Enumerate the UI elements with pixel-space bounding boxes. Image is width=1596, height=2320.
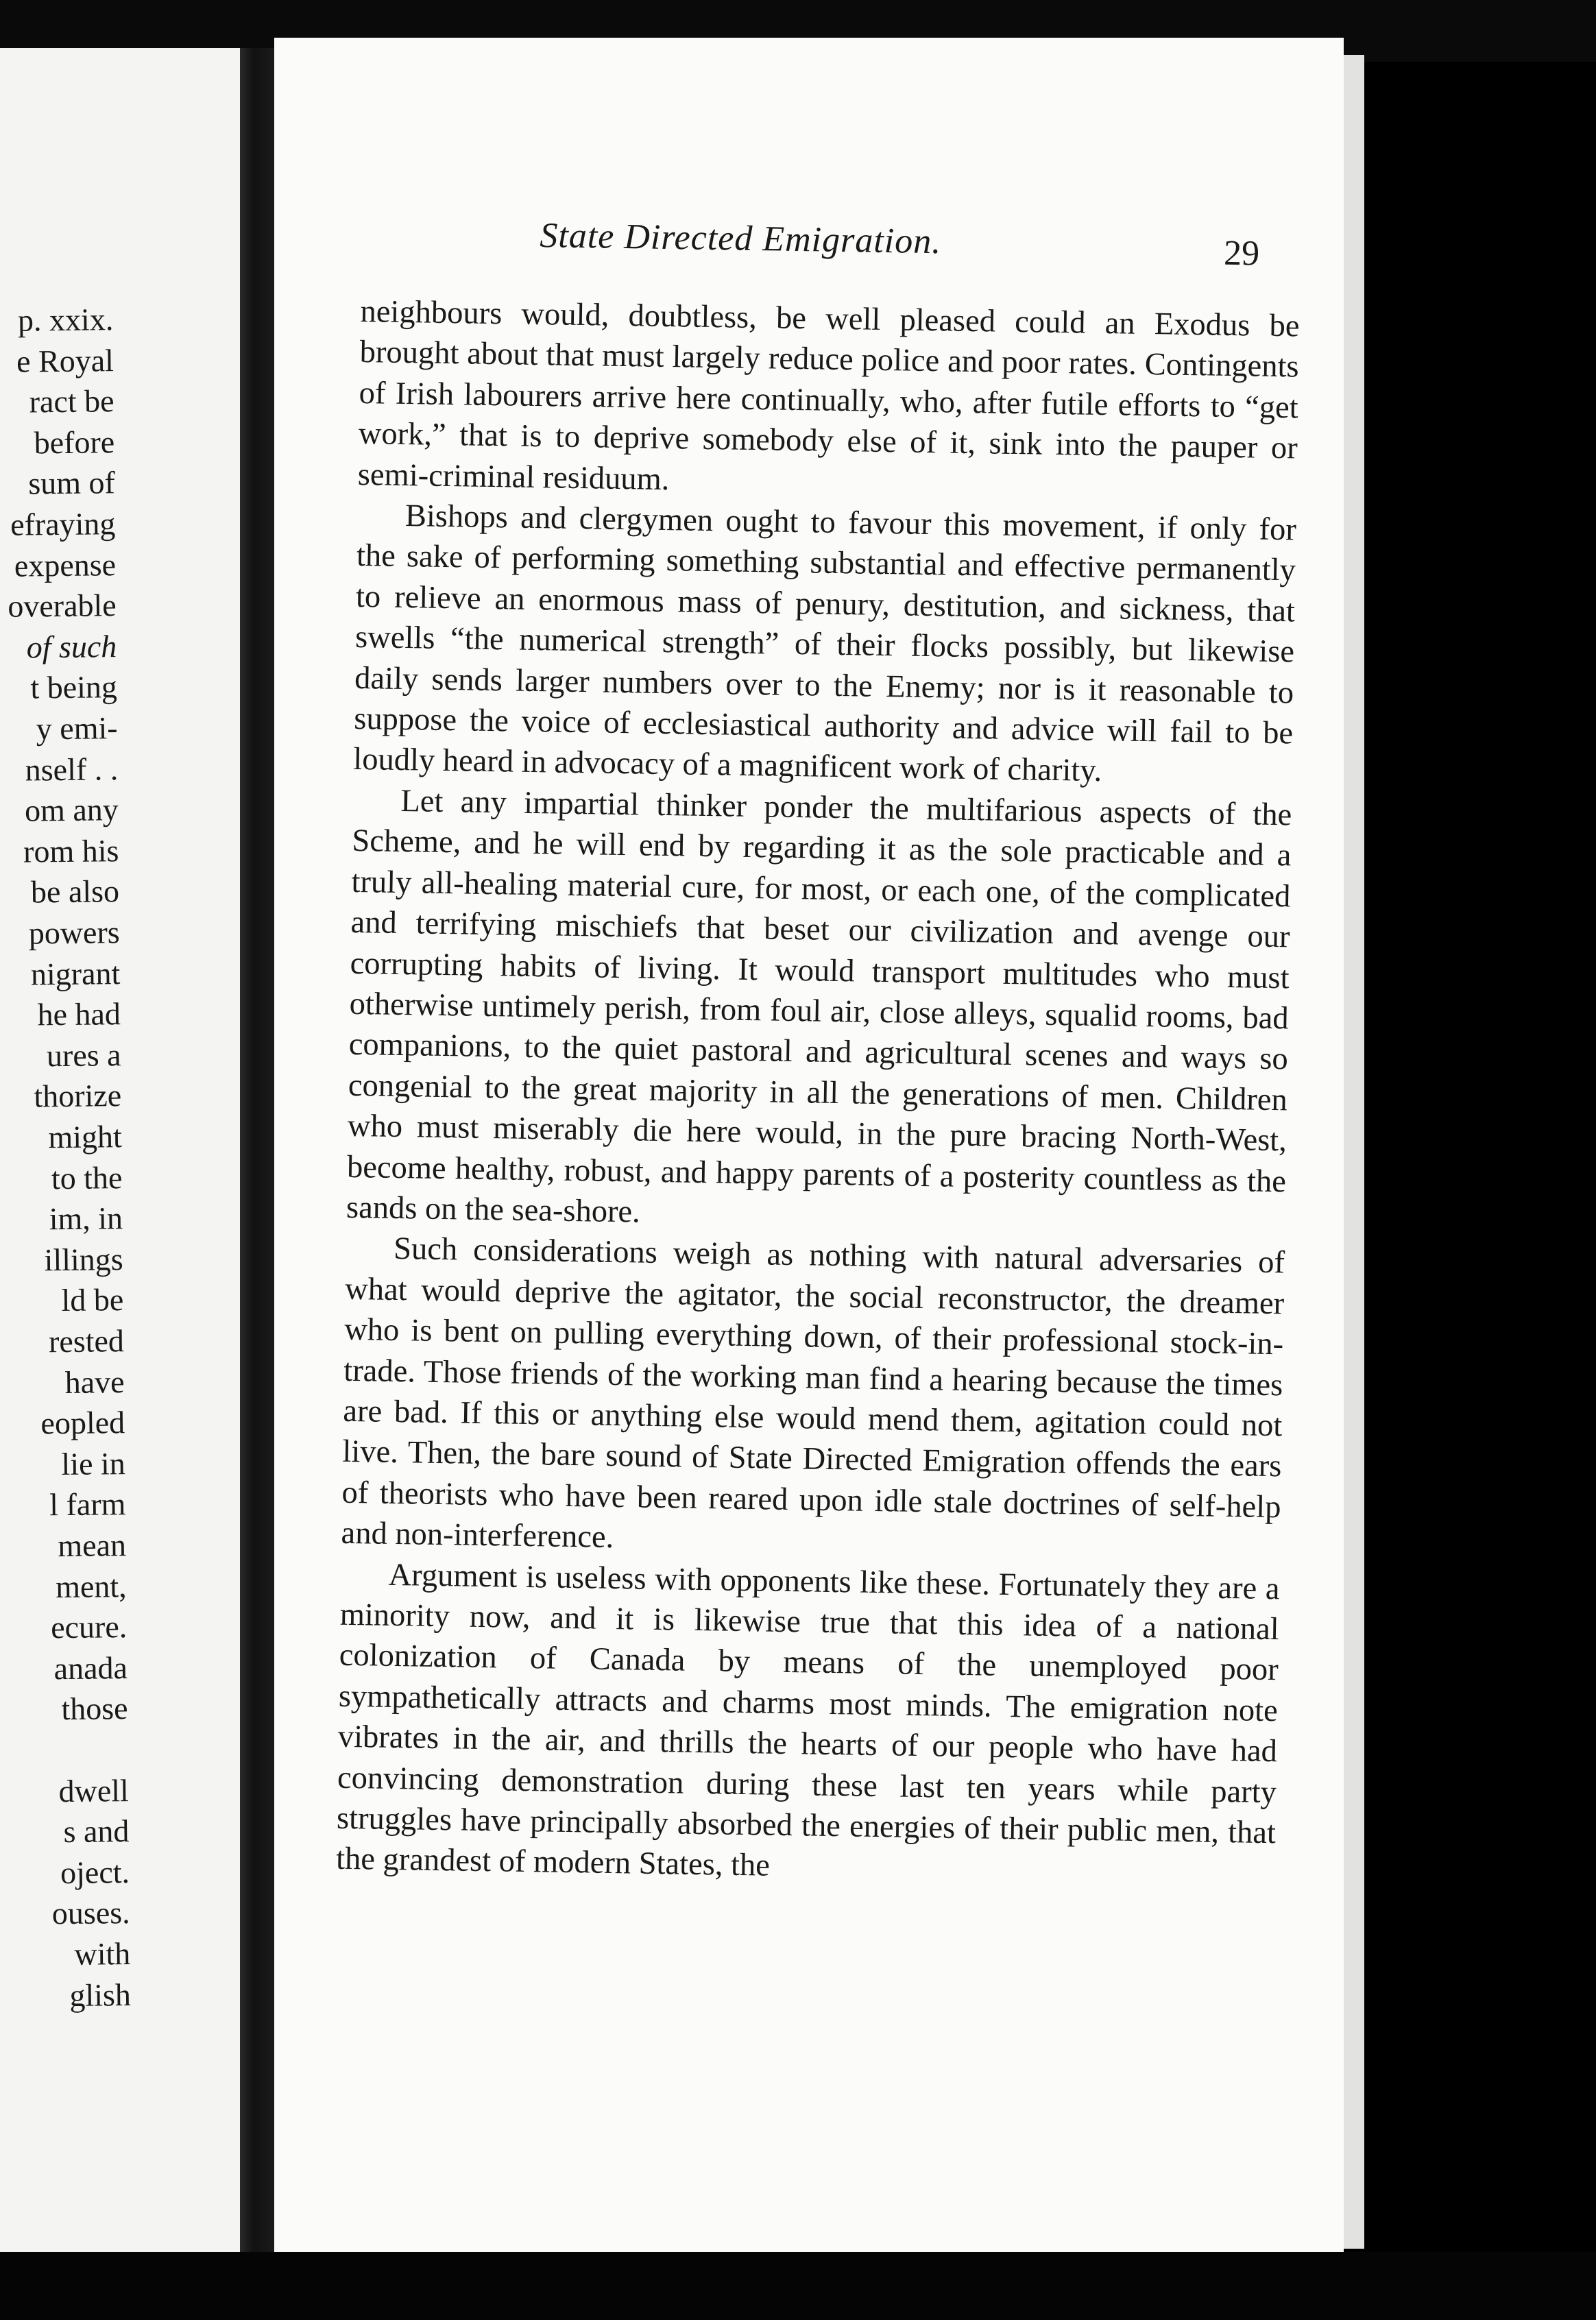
facing-page-line: thorize [34,1078,122,1114]
facing-page-line: sum of [28,465,116,501]
running-head [361,209,1301,306]
facing-page-line: om any [24,792,119,828]
facing-page [0,48,240,2252]
facing-page-line: efraying [10,506,116,542]
paragraph: Bishops and clergymen ought to favour this movement, if only for the sake of performing something substantial and effective permanently to relieve an enormous mass of penury, destitution, and sickness, that swells “the numerical strength” of their flocks possibly, but likewise daily sends larger numbers over to the Enemy; nor is it reasonable to suppose the voice of ecclesiastical authority and advice will fail to be loudly heard in advocacy of a magnificent work of charity. [352,498,1297,789]
facing-page-line: expense [14,546,117,583]
book-gutter [240,48,274,2252]
facing-page-line: ld be [61,1282,124,1318]
facing-page-line: ouses. [51,1895,130,1931]
paragraph: neighbours would, doubtless, be well pleased could an Exodus be brought about that must largely reduce police and poor rates. Contingents of Irish labourers arrive here continually, who, after futile efforts to “get work,” that is to deprive somebody else of it, sink into the pauper or semi-criminal residuum. [357,293,1300,497]
facing-page-line: before [34,424,115,461]
facing-page-line [128,1729,129,1770]
facing-page-line: rom his [23,832,119,869]
facing-page-line: with [74,1936,131,1972]
facing-page-line: nigrant [30,955,121,992]
scan-bottom-border [0,2252,1596,2320]
facing-page-line: oject. [60,1854,130,1890]
facing-page-line: powers [28,915,120,951]
facing-page-line: l farm [49,1486,126,1523]
facing-page-line: ures a [46,1037,121,1074]
facing-page-line: have [64,1364,125,1400]
facing-page-line: overable [8,588,117,624]
facing-page-line: anada [53,1650,128,1686]
facing-page-line: mean [58,1527,127,1564]
facing-page-line: glish [69,1977,132,2013]
facing-page-line: be also [30,873,120,910]
facing-page-line: e Royal [16,342,114,379]
facing-page-line: ment, [55,1568,127,1604]
facing-page-line: might [48,1119,123,1155]
facing-page-line: of such [26,628,117,665]
facing-page-line: im, in [49,1200,123,1237]
running-head-title: State Directed Emigration. [539,216,942,262]
page-text-block [336,209,1301,1894]
facing-page-line: ract be [29,383,114,420]
facing-page-line: nself . . [25,751,119,788]
facing-page-line: y emi- [36,710,118,747]
facing-page-line: p. xxix. [17,302,114,338]
facing-page-line: dwell [58,1772,130,1809]
paragraph: Argument is useless with opponents like these. Fortunately they are a minority now, and it is likewise true that this idea of a national colonization of Canada by means of the unemployed poor sympathetically attracts and charms most minds. The emigration note vibrates in the air, and thrills the hearts of our people who have had convincing demonstration during these last ten years while party struggles have principally absorbed the energies of their public men, that the grandest of modern States, the [335,1557,1280,1884]
facing-page-line: eopled [40,1405,125,1441]
facing-page-line: he had [37,996,121,1032]
facing-page-line: those [61,1691,128,1727]
facing-page-line: t being [30,669,118,705]
facing-page-text [0,298,240,2084]
paragraph: Let any impartial thinker ponder the multifarious aspects of the Scheme, and he will end by regarding it as the sole practicable and a truly all-healing material cure, for most, or each one, of the complicated and terrifying mischiefs that beset our civilization and avenge our corrupting habits of living. It would transport multitudes who must otherwise untimely perish, from foul air, close alleys, squalid rooms, bad companions, to the quiet pastoral and agricultural scenes and ways so congenial to the great majority in all the generations of men. Children who must miserably die here would, in the pure bracing North-West, become healthy, robust, and happy parents of a posterity countless as the sands on the sea-shore. [346,783,1292,1230]
facing-page-line: s and [63,1813,130,1850]
page-number: 29 [1223,233,1260,274]
body-text [336,291,1300,1894]
paragraph: Such considerations weigh as nothing with natural adversaries of what would deprive the agitator, the social reconstructor, the dreamer who is bent on pulling everything down, of their professional stock-in-trade. Those friends of the working man find a hearing because the times are bad. If this or anything else would mend them, agitation could not live. Then, the bare sound of State Directed Emigration offends the ears of theorists who have been reared upon idle stale doctrines of self-help and non-interference. [341,1231,1285,1556]
facing-page-line: rested [48,1323,125,1360]
facing-page-line: ecure. [50,1609,128,1645]
page-edge [1344,55,1364,2249]
facing-page-line: illings [44,1241,123,1278]
book-page [274,38,1344,2252]
facing-page-line: lie in [61,1445,126,1482]
facing-page-line: to the [51,1159,123,1196]
